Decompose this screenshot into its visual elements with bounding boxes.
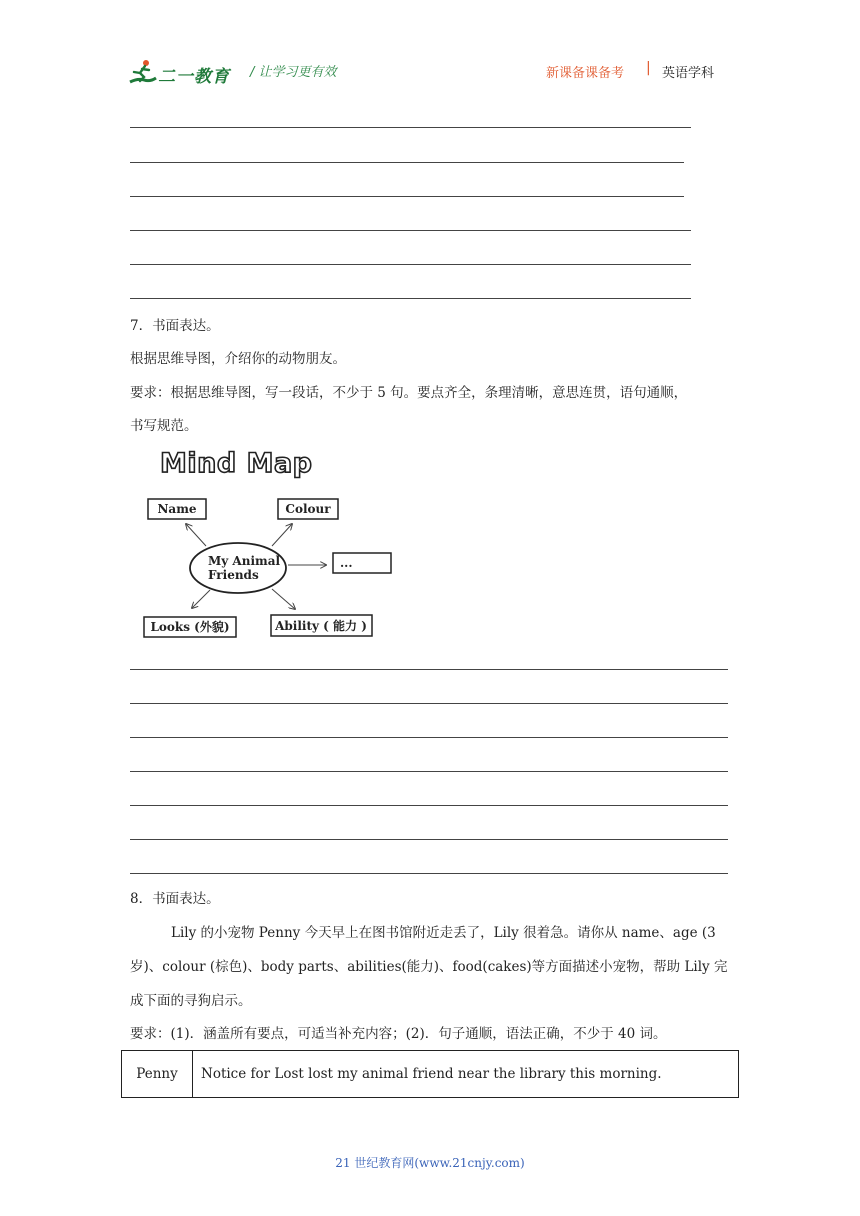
mind-map-center-line1: My Animal bbox=[208, 554, 281, 568]
header-separator: | bbox=[646, 60, 651, 76]
slogan: / 让学习更有效 bbox=[250, 65, 337, 80]
q8-requirement: 要求：(1)．涵盖所有要点，可适当补充内容；(2)．句子通顺，语法正确，不少于 40 词。 bbox=[130, 1026, 667, 1042]
q8-title: 8．书面表达。 bbox=[130, 891, 220, 907]
table-cell-notice-text[interactable]: Notice for Lost lost my animal friend near the library this morning. bbox=[193, 1051, 739, 1098]
mind-map-name-label: Name bbox=[157, 502, 197, 516]
mind-map-figure bbox=[140, 444, 402, 644]
header-tag-subject: 英语学科 bbox=[662, 66, 715, 81]
q7-instruction: 根据思维导图，介绍你的动物朋友。 bbox=[130, 351, 346, 367]
table-row bbox=[122, 1051, 739, 1098]
mind-map-more-label: ... bbox=[340, 556, 353, 570]
answer-line[interactable] bbox=[130, 127, 691, 128]
mind-map-looks-label: Looks (外貌) bbox=[150, 620, 230, 634]
notice-table bbox=[121, 1050, 739, 1098]
answer-line[interactable] bbox=[130, 839, 728, 840]
q8-paragraph-line3: 成下面的寻狗启示。 bbox=[130, 993, 252, 1009]
header-tag-course: 新课备课备考 bbox=[546, 66, 625, 81]
mind-map-title: Mind Map bbox=[160, 448, 313, 479]
q8-paragraph-line2: 岁)、colour (棕色)、body parts、abilities(能力)、food(cakes)等方面描述小宠物，帮助 Lily 完 bbox=[130, 959, 728, 975]
q7-title: 7．书面表达。 bbox=[130, 318, 220, 334]
mind-map-colour-label: Colour bbox=[285, 502, 331, 516]
answer-line[interactable] bbox=[130, 703, 728, 704]
answer-line[interactable] bbox=[130, 264, 691, 265]
arrow-to-colour bbox=[272, 524, 292, 546]
answer-line[interactable] bbox=[130, 162, 684, 163]
answer-line[interactable] bbox=[130, 669, 728, 670]
q8-paragraph-line1: Lily 的小宠物 Penny 今天早上在图书馆附近走丢了，Lily 很着急。请你从 name、age (3 bbox=[171, 925, 716, 941]
q7-requirement-cont: 书写规范。 bbox=[130, 418, 198, 434]
logo bbox=[128, 58, 240, 86]
runner-logo-icon bbox=[128, 58, 158, 86]
answer-line[interactable] bbox=[130, 805, 728, 806]
arrow-to-ability bbox=[272, 589, 295, 609]
q7-requirement: 要求：根据思维导图，写一段话，不少于 5 句。要点齐全，条理清晰，意思连贯，语句通顺， bbox=[130, 385, 688, 401]
answer-line[interactable] bbox=[130, 230, 691, 231]
table-cell-pet-name: Penny bbox=[122, 1051, 193, 1098]
page-footer: 21 世纪教育网(www.21cnjy.com) bbox=[335, 1156, 525, 1170]
logo-text: 二一教育 bbox=[158, 67, 230, 87]
answer-line[interactable] bbox=[130, 873, 728, 874]
answer-line[interactable] bbox=[130, 196, 684, 197]
page-header bbox=[128, 52, 728, 92]
answer-line[interactable] bbox=[130, 771, 728, 772]
arrow-to-name bbox=[186, 524, 206, 546]
arrow-to-looks bbox=[192, 590, 210, 608]
mind-map-ability-label: Ability ( 能力 ) bbox=[275, 619, 367, 633]
answer-line[interactable] bbox=[130, 737, 728, 738]
mind-map-center-line2: Friends bbox=[208, 568, 259, 582]
answer-line[interactable] bbox=[130, 298, 691, 299]
